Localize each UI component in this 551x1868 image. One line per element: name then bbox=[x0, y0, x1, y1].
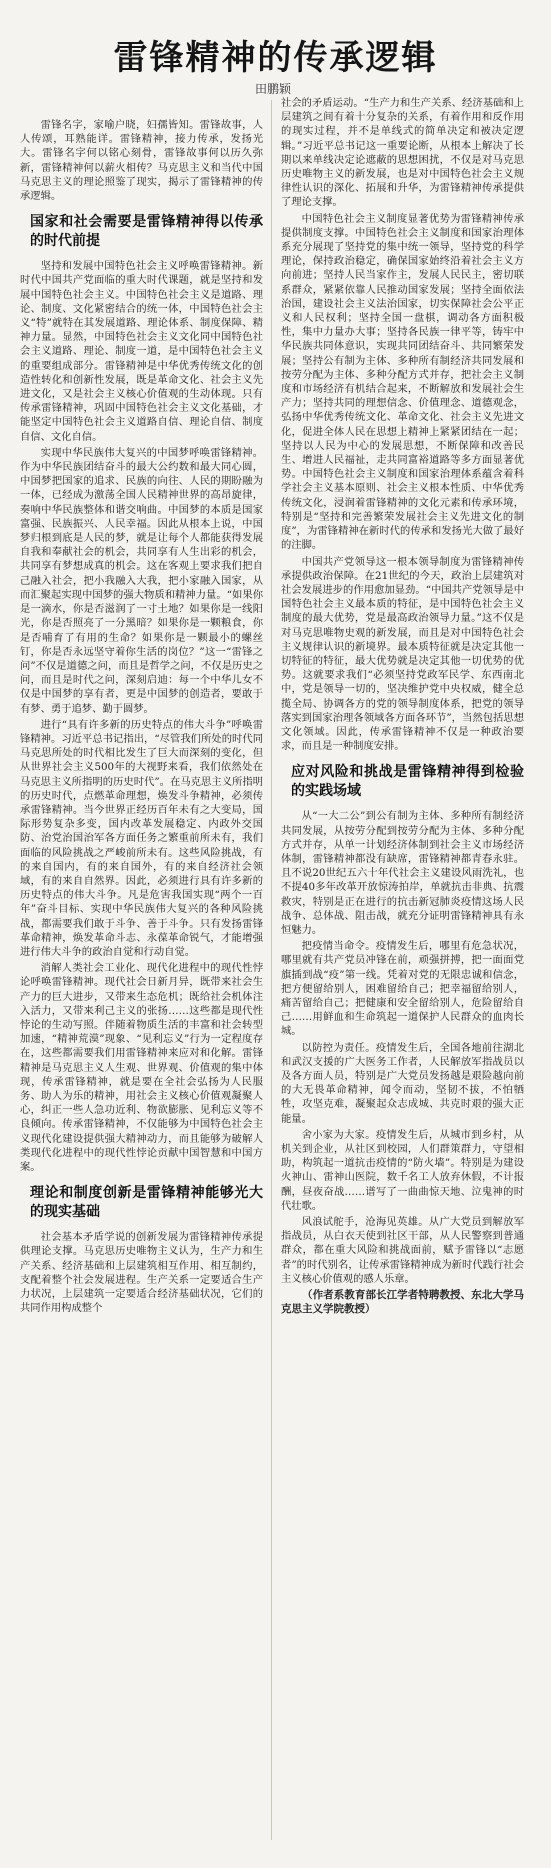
article-right-column bbox=[281, 96, 524, 1846]
section-heading-1: 国家和社会需要是雷锋精神得以传承的时代前提 bbox=[30, 214, 263, 250]
body-paragraph: 社会基本矛盾学说的创新发展为雷锋精神传承提供理论支撑。马克思历史唯物主义认为，生产力和生产关系、经济基础和上层建筑相互作用、相互制约，支配着整个社会发展进程。生产关系一定要适合生产力状况，上层建筑一定要适合经济基础状况，它们的共同作用构成整个 bbox=[20, 1231, 263, 1315]
body-paragraph: 把疫情当命令。疫情发生后，哪里有危急状况，哪里就有共产党员冲锋在前，顽强拼搏，把一面面党旗插到战“疫”第一线。凭着对党的无限忠诚和信念，把方便留给别人，困难留给自己；把幸福留给别人，痛苦留给自己；把健康和安全留给别人，危险留给自己……用鲜血和生命筑起一道保护人民群众的血肉长城。 bbox=[281, 940, 524, 1038]
body-paragraph: 进行“具有许多新的历史特点的伟大斗争”呼唤雷锋精神。习近平总书记指出，“尽管我们所处的时代同马克思所处的时代相比发生了巨大而深刻的变化，但从世界社会主义500年的大视野来看，我们依然处在马克思主义所指明的历史时代”。在马克思主义所指明的历史时代，点燃革命理想，焕发斗争精神，必须传承雷锋精神。当今世界正经历百年未有之大变局，国际形势复杂多变，国内改革发展稳定、内政外交国防、治党治国治军各方面任务之繁重前所未有，我们面临的风险挑战之严峻前所未有。这些风险挑战，有的来自国内，有的来自国外，有的来自经济社会领域，有的来自自然界。因此，必须进行具有许多新的历史特点的伟大斗争。凡是危害我国实现“两个一百年”奋斗目标、实现中华民族伟大复兴的各种风险挑战，都需要我们敢于斗争、善于斗争。只有发扬雷锋革命精神，焕发革命斗志、永葆革命锐气，才能增强进行伟大斗争的政治自觉和行动自觉。 bbox=[20, 718, 263, 958]
intro-paragraph: 雷锋名字，家喻户晓，妇孺皆知。雷锋故事，人人传颂，耳熟能详。雷锋精神，接力传承，发扬光大。雷锋名字何以铭心刻骨，雷锋故事何以历久弥新，雷锋精神何以薪火相传？马克思主义和当代中国马克思主义的理论照鉴了现实，揭示了雷锋精神的传承逻辑。 bbox=[20, 119, 263, 203]
section-heading-3: 应对风险和挑战是雷锋精神得到检验的实践场域 bbox=[291, 764, 524, 800]
author-signature: （作者系教育部长江学者特聘教授、东北大学马克思主义学院教授） bbox=[281, 1289, 524, 1316]
body-paragraph: 舍小家为大家。疫情发生后，从城市到乡村，从机关到企业，从社区到校园，人们群策群力，守望相助，构筑起一道抗击疫情的“防火墙”。特别是为建设火神山、雷神山医院，数千名工人放弃休假，不计报酬，昼夜奋战……谱写了一曲曲惊天地、泣鬼神的时代壮歌。 bbox=[281, 1128, 524, 1212]
body-paragraph: 坚持和发展中国特色社会主义呼唤雷锋精神。新时代中国共产党面临的重大时代课题，就是坚持和发展中国特色社会主义。中国特色社会主义是道路、理论、制度、文化紧密结合的统一体，中国特色社会主义“特”就特在其发展道路、理论体系、制度保障、精神力量。显然，中国特色社会主义文化同中国特色社会主义道路、理论、制度一道，是中国特色社会主义的重要组成部分。雷锋精神是中华优秀传统文化的创造性转化和创新性发展，既是革命文化、社会主义先进文化，又是社会主义核心价值观的生动体现。只有传承雷锋精神，巩固中国特色社会主义文化基础，才能坚定中国特色社会主义道路自信、理论自信、制度自信、文化自信。 bbox=[20, 260, 263, 443]
body-paragraph: 风浪试舵手，沧海见英雄。从广大党员到解放军指战员，从白衣天使到社区干部，从人民警察到普通群众，都在重大风险和挑战面前，赋予雷锋以“志愿者”的时代别名，让传承雷锋精神成为新时代践行社会主义核心价值观的感人乐章。 bbox=[281, 1216, 524, 1285]
body-paragraph: 消解人类社会工业化、现代化进程中的现代性悖论呼唤雷锋精神。现代社会日新月异，既带来社会生产力的巨大进步，又带来生态危机；既给社会机体注入活力，又带来利己主义的张扬……这些都是现代性悖论的生动写照。伴随着物质生活的丰富和社会转型加速，“精神荒漠”现象、“见利忘义”行为一定程度存在，这些都需要我们用雷锋精神来应对和化解。雷锋精神是马克思主义人生观、世界观、价值观的集中体现，传承雷锋精神，就是要在全社会弘扬为人民服务、助人为乐的精神，用社会主义核心价值观凝聚人心，纠正一些人急功近利、物欲膨胀、见利忘义等不良倾向。传承雷锋精神，不仅能够为中国特色社会主义现代化建设提供强大精神动力，而且能够为破解人类现代化进程中的现代性悖论贡献中国智慧和中国方案。 bbox=[20, 962, 263, 1174]
body-paragraph-continued: 社会的矛盾运动。“生产力和生产关系、经济基础和上层建筑之间有着十分复杂的关系，有着作用和反作用的现实过程，并不是单线式的简单决定和被决定逻辑。”习近平总书记这一重要论断，从根本上解决了长期以来单线决定论遮蔽的思想困扰，不仅是对马克思历史唯物主义的新发展，也是对中国特色社会主义规律性认识的深化、拓展和升华，为雷锋精神传承提供了理论支撑。 bbox=[281, 97, 524, 209]
body-paragraph: 实现中华民族伟大复兴的中国梦呼唤雷锋精神。作为中华民族团结奋斗的最大公约数和最大同心圆，中国梦把国家的追求、民族的向往、人民的期盼融为一体，已经成为激荡全国人民精神世界的高昂旋律，奏响中华民族整体和谐交响曲。中国梦的本质是国家富强、民族振兴、人民幸福。因此从根本上说，中国梦归根到底是人民的梦，就是让每个人都能获得发展自我和奉献社会的机会，共同享有人生出彩的机会，共同享有梦想成真的机会。这在客观上要求我们把自己融入社会，把小我融入大我，把小家融入国家，从而汇聚起实现中国梦的强大物质和精神力量。“如果你是一滴水，你是否滋润了一寸土地？如果你是一线阳光，你是否照亮了一分黑暗？如果你是一颗粮食，你是否哺育了有用的生命？如果你是一颗最小的螺丝钉，你是否永远坚守着你生活的岗位？”这一“雷锋之问”不仅是道德之问，而且是哲学之问，不仅是历史之问，而且是时代之问，深刻启迪：每一个中华儿女不仅是中国梦的享有者，更是中国梦的创造者，要敢于有梦、勇于追梦、勤于圆梦。 bbox=[20, 446, 263, 715]
column-divider bbox=[271, 100, 272, 1840]
article-author: 田鹏颖 bbox=[254, 82, 291, 96]
article-left-column bbox=[20, 118, 263, 1868]
body-paragraph: 中国共产党领导这一根本领导制度为雷锋精神传承提供政治保障。在21世纪的今天，政治上层建筑对社会发展进步的作用愈加显劲。“中国共产党领导是中国特色社会主义最本质的特征，是中国特色社会主义制度的最大优势，党是最高政治领导力量。”这不仅是对马克思唯物史观的新发展，而且是对中国特色社会主义规律认识的新境界。最本质特征就是决定其他一切特征的特征，最大优势就是决定其他一切优势的优势。这就要求我们“必须坚持党政军民学、东西南北中，党是领导一切的，坚决维护党中央权威，健全总揽全局、协调各方的党的领导制度体系，把党的领导落实到国家治理各领域各方面各环节”，当然包括思想文化领域。因此，传承雷锋精神不仅是一种政治要求，而且是一种制度安排。 bbox=[281, 555, 524, 753]
section-heading-2: 理论和制度创新是雷锋精神能够光大的现实基础 bbox=[30, 1185, 263, 1221]
article-title: 雷锋精神的传承逻辑 bbox=[113, 38, 438, 78]
body-paragraph: 从“一大二公”到公有制为主体、多种所有制经济共同发展，从按劳分配到按劳分配为主体、多种分配方式并存，从单一计划经济体制到社会主义市场经济体制，雷锋精神都没有缺席，雷锋精神都青春永驻。且不说20世纪五六十年代社会主义建设风雨洗礼，也不提40多年改革开放惊涛拍岸，单就抗击非典、抗震救灾，特别是正在进行的抗击新冠肺炎疫情这场人民战争、总体战、阻击战，就充分证明雷锋精神具有永恒魅力。 bbox=[281, 810, 524, 936]
body-paragraph: 中国特色社会主义制度显著优势为雷锋精神传承提供制度支撑。中国特色社会主义制度和国家治理体系充分展现了坚持党的集中统一领导，坚持党的科学理论，保持政治稳定，确保国家始终沿着社会主义方向前进；坚持人民当家作主，发展人民民主，密切联系群众，紧紧依靠人民推动国家发展；坚持全面依法治国，建设社会主义法治国家，切实保障社会公平正义和人民权利；坚持全国一盘棋，调动各方面积极性，集中力量办大事；坚持各民族一律平等，铸牢中华民族共同体意识，实现共同团结奋斗、共同繁荣发展；坚持公有制为主体、多种所有制经济共同发展和按劳分配为主体、多种分配方式并存，把社会主义制度和市场经济有机结合起来，不断解放和发展社会生产力；坚持共同的理想信念、价值理念、道德观念，弘扬中华优秀传统文化、革命文化、社会主义先进文化，促进全体人民在思想上精神上紧紧团结在一起；坚持以人民为中心的发展思想，不断保障和改善民生、增进人民福祉，走共同富裕道路等多方面显著优势。中国特色社会主义制度和国家治理体系蕴含着科学社会主义基本原则、社会主义根本性质、中华优秀传统文化，浸润着雷锋精神的文化元素和传承环境，特别是“坚持和完善繁荣发展社会主义先进文化的制度”，为雷锋精神在新时代的传承和发扬光大做了最好的注脚。 bbox=[281, 212, 524, 552]
body-paragraph: 以防控为责任。疫情发生后，全国各地前往湖北和武汉支援的广大医务工作者，人民解放军指战员以及各方面人员，特别是广大党员发扬越是艰险越向前的大无畏革命精神，闻令而动，坚韧不拔，不怕牺牲，攻坚克难，凝聚起众志成城、共克时艰的强大正能量。 bbox=[281, 1041, 524, 1125]
